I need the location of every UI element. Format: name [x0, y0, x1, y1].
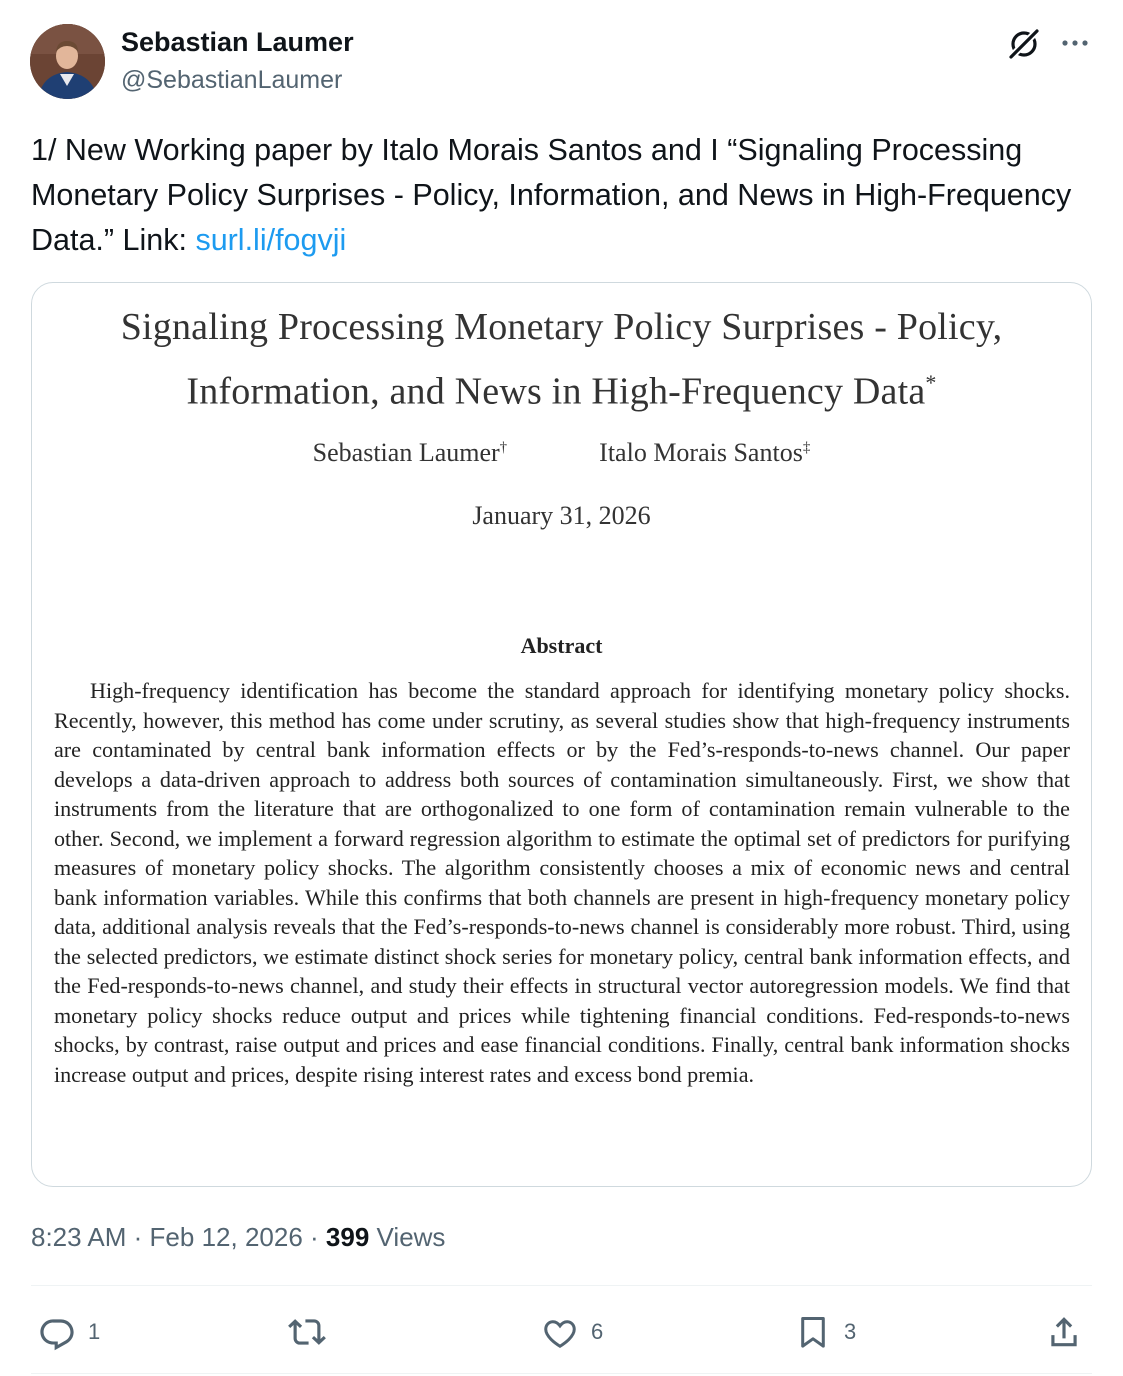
meta-separator: ·	[133, 1222, 143, 1252]
divider	[31, 1373, 1092, 1374]
bookmark-count: 3	[844, 1319, 857, 1344]
heart-icon	[541, 1313, 579, 1351]
bookmark-button[interactable]	[794, 1310, 856, 1354]
grok-icon[interactable]	[1006, 26, 1042, 62]
avatar-photo	[30, 24, 105, 99]
reply-icon	[38, 1313, 76, 1351]
paper-author	[313, 438, 508, 468]
abstract-text: High-frequency identification has become the standard approach for identifying monetary policy shocks. Recently, however, this method has come under scrutiny, as several studies show that high-frequency instruments are contaminated by central bank information effects or by the Fed’s-responds-to-news channel. Our paper develops a data-driven approach to address both sources of contamination simultaneously. First, we show that instruments from the literature that are orthogonalized to one form of contamination remain vulnerable to the other. Second, we implement a forward regression algorithm to estimate the optimal set of predictors for purifying measures of monetary policy shocks. The algorithm consistently chooses a mix of economic news and central bank information variables. While this confirms that both channels are present in high-frequency monetary policy data, additional analysis reveals that the Fed’s-responds-to-news channel is considerably more robust. Third, using the selected predictors, we estimate distinct shock series for monetary policy, central bank information effects, and the Fed-responds-to-news channel, and study their effects in structural vector autoregression models. We find that monetary policy shocks reduce output and prices while tightening financial conditions. Fed-responds-to-news shocks, by contrast, raise output and prices and ease financial conditions. Finally, central bank information shocks increase output and prices, despite rising interest rates and excess bond premia.	[54, 678, 1070, 1087]
views-count: 399	[325, 1222, 370, 1252]
tweet-link[interactable]: surl.li/fogvji	[195, 223, 347, 257]
media-card-paper[interactable]	[31, 282, 1092, 1187]
repost-button[interactable]	[288, 1310, 338, 1354]
share-button[interactable]	[1045, 1310, 1083, 1354]
author-name[interactable]: Sebastian Laumer	[121, 27, 354, 57]
paper-title	[32, 299, 1091, 420]
paper-title-text: Signaling Processing Monetary Policy Surprises - Policy, Information, and News in High-Frequency Data	[120, 306, 1003, 413]
paper-author-name: Sebastian Laumer	[312, 438, 500, 467]
tweet-time[interactable]: 8:23 AM	[31, 1222, 127, 1252]
repost-icon	[288, 1313, 326, 1351]
abstract-heading: Abstract	[520, 633, 603, 658]
views-label: Views	[376, 1222, 446, 1252]
tweet-date[interactable]: Feb 12, 2026	[149, 1222, 303, 1252]
meta-separator: ·	[310, 1222, 319, 1252]
paper-author	[599, 438, 810, 468]
paper-author-mark: †	[499, 439, 508, 456]
reply-count: 1	[88, 1319, 101, 1344]
paper-title-mark: *	[925, 370, 937, 395]
author-handle[interactable]: @SebastianLaumer	[121, 66, 343, 94]
more-icon[interactable]	[1058, 26, 1092, 60]
paper-author-mark: ‡	[802, 439, 811, 456]
divider	[31, 1285, 1092, 1286]
paper-authors	[32, 438, 1091, 468]
tweet-body: 1/ New Working paper by Italo Morais Santos and I “Signaling Processing Monetary Policy Surprises - Policy, Information, and News in High-Frequency Data.” Link:	[31, 133, 1072, 257]
like-count: 6	[591, 1319, 604, 1344]
share-icon	[1045, 1313, 1083, 1351]
tweet-text	[31, 128, 1091, 263]
like-button[interactable]	[541, 1310, 603, 1354]
paper-date: January 31, 2026	[472, 501, 651, 530]
paper-author-name: Italo Morais Santos	[599, 438, 803, 467]
tweet-meta	[31, 1222, 445, 1253]
avatar[interactable]	[30, 24, 105, 99]
bookmark-icon	[794, 1313, 832, 1351]
reply-button[interactable]	[38, 1310, 100, 1354]
